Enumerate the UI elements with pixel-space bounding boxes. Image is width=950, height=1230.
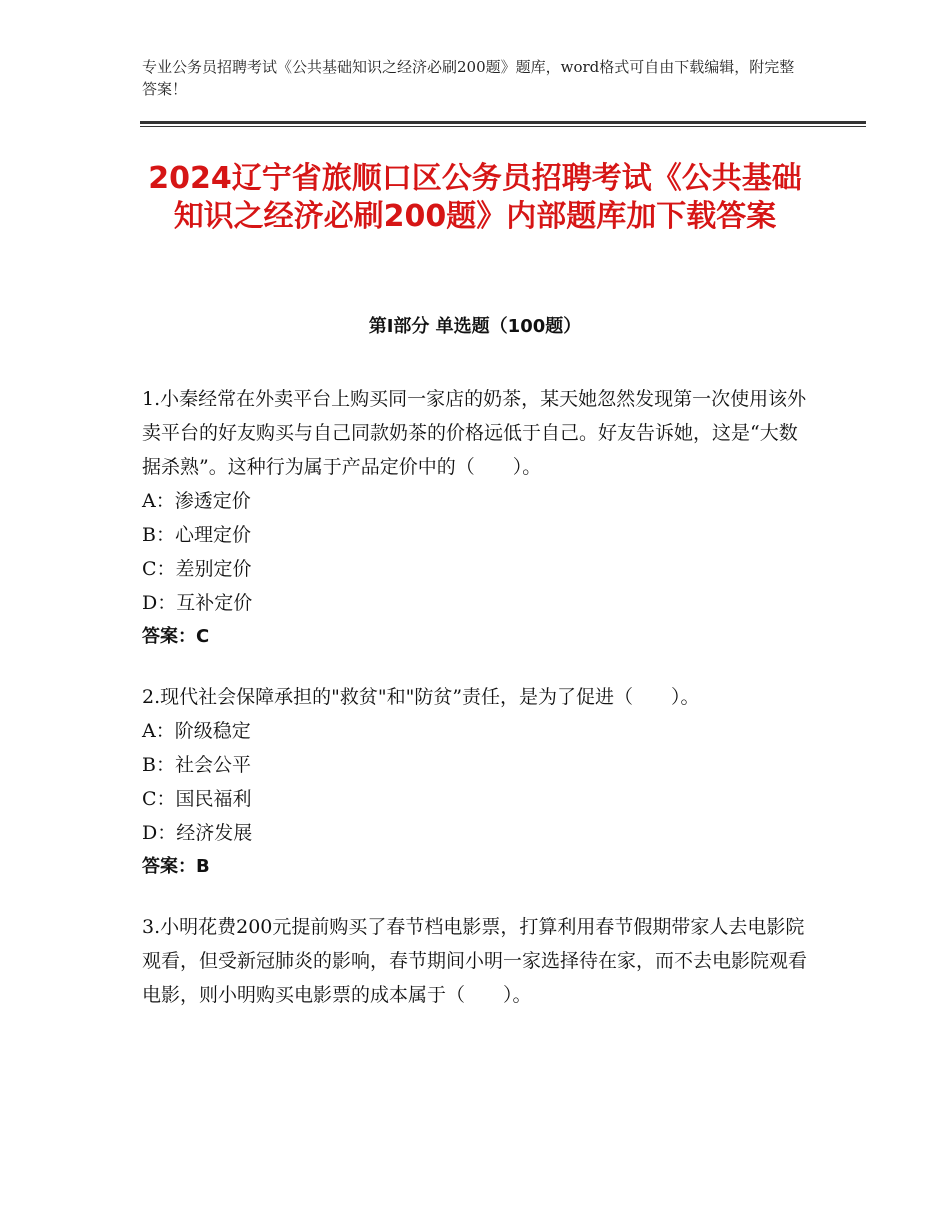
option-b: B：社会公平: [142, 754, 251, 776]
option-d: D：互补定价: [142, 592, 253, 614]
question-text: 1.小秦经常在外卖平台上购买同一家店的奶茶，某天她忽然发现第一次使用该外卖平台的好友购买与自己同款奶茶的价格远低于自己。好友告诉她，这是“大数据杀熟”。这种行为属于产品定价中的（ ）。: [142, 388, 807, 478]
question-text: 2.现代社会保障承担的"救贫"和"防贫”责任，是为了促进（ ）。: [142, 686, 700, 708]
question-1: [142, 382, 807, 654]
header-divider-thick: [140, 121, 866, 124]
section-title: 第Ⅰ部分 单选题（100题）: [368, 316, 582, 337]
question-2: [142, 680, 807, 884]
header-note: 专业公务员招聘考试《公共基础知识之经济必刷200题》题库，word格式可自由下载编辑，附完整答案！: [142, 58, 795, 98]
question-list: [142, 382, 807, 1038]
document-title: 2024辽宁省旅顺口区公务员招聘考试《公共基础知识之经济必刷200题》内部题库加下载答案: [148, 161, 802, 234]
answer: 答案：C: [142, 626, 210, 647]
option-b: B：心理定价: [142, 524, 251, 546]
option-d: D：经济发展: [142, 822, 253, 844]
option-a: A：渗透定价: [142, 490, 251, 512]
option-a: A：阶级稳定: [142, 720, 251, 742]
question-3: [142, 910, 807, 1012]
option-c: C：差别定价: [142, 558, 252, 580]
option-c: C：国民福利: [142, 788, 252, 810]
header-divider-thin: [140, 126, 866, 127]
answer: 答案：B: [142, 856, 210, 877]
question-text: 3.小明花费200元提前购买了春节档电影票，打算利用春节假期带家人去电影院观看，但受新冠肺炎的影响，春节期间小明一家选择待在家，而不去电影院观看电影，则小明购买电影票的成本属于（ ）。: [142, 916, 808, 1006]
